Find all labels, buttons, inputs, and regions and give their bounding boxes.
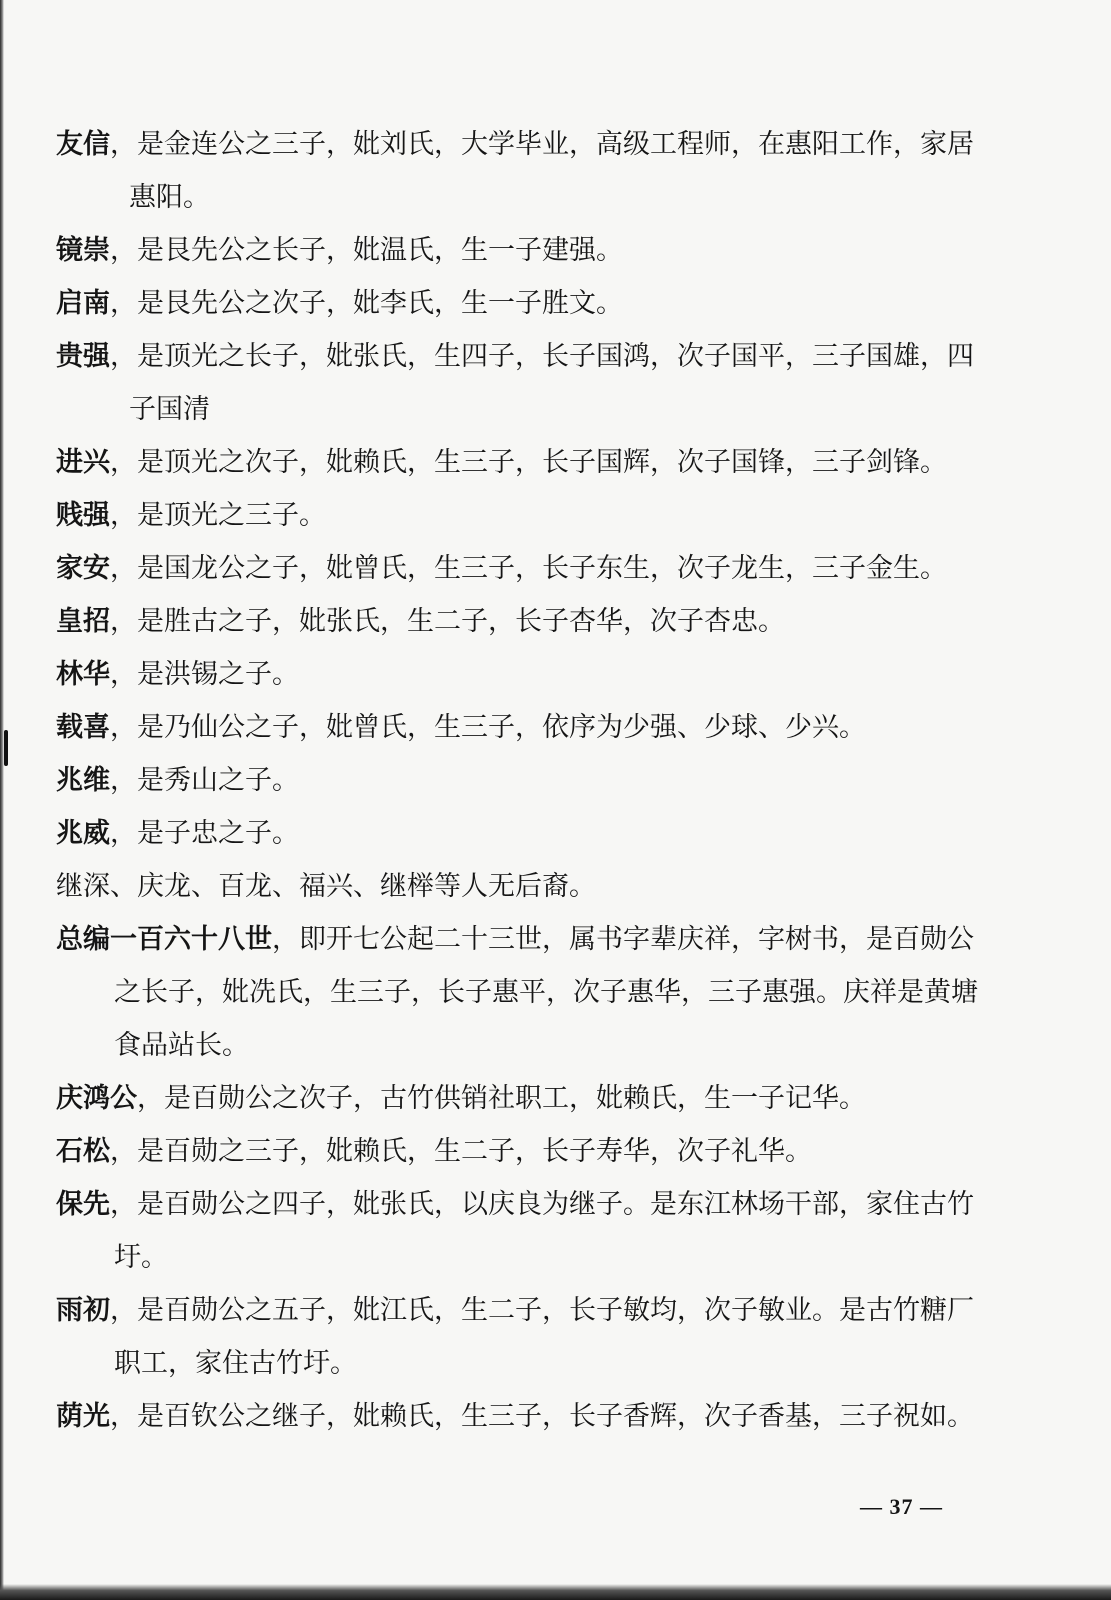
scan-binding-mark <box>4 730 8 766</box>
entry-name: 贵强 <box>56 341 110 372</box>
entry-15 <box>56 1072 996 1125</box>
scan-left-edge <box>0 0 4 1600</box>
entry-19 <box>56 1390 996 1443</box>
entry-text: ，是百勋之三子，妣赖氏，生二子，长子寿华，次子礼华。 <box>110 1136 812 1167</box>
entry-14 <box>56 913 996 1072</box>
entry-name: 兆威 <box>56 818 110 849</box>
entry-text: ，是胜古之子，妣张氏，生二子，长子杏华，次子杏忠。 <box>110 606 785 637</box>
entry-6 <box>56 489 996 542</box>
entry-1 <box>56 118 996 224</box>
entry-17 <box>56 1178 996 1284</box>
entry-16 <box>56 1125 996 1178</box>
entry-11 <box>56 754 996 807</box>
entry-name: 雨初 <box>56 1295 110 1326</box>
entry-name: 皇招 <box>56 606 110 637</box>
genealogy-text-body <box>56 118 996 1443</box>
entry-name: 石松 <box>56 1136 110 1167</box>
entry-7 <box>56 542 996 595</box>
entry-name: 保先 <box>56 1189 110 1220</box>
entry-text: ，是百勋公之次子，古竹供销社职工，妣赖氏，生一子记华。 <box>137 1083 866 1114</box>
entry-5 <box>56 436 996 489</box>
entry-name: 镜崇 <box>56 235 110 266</box>
entry-9 <box>56 648 996 701</box>
entry-text: ，是金连公之三子，妣刘氏，大学毕业，高级工程师，在惠阳工作，家居惠阳。 <box>110 129 974 213</box>
entry-text: ，是子忠之子。 <box>110 818 299 849</box>
entry-name: 启南 <box>56 288 110 319</box>
entry-text: ，是秀山之子。 <box>110 765 299 796</box>
entry-name: 贱强 <box>56 500 110 531</box>
entry-text: ，是百勋公之四子，妣张氏，以庆良为继子。是东江林场干部，家住古竹圩。 <box>110 1189 974 1273</box>
entry-name: 庆鸿公 <box>56 1083 137 1114</box>
entry-name: 友信 <box>56 129 110 160</box>
entry-text: ，是国龙公之子，妣曾氏，生三子，长子东生，次子龙生，三子金生。 <box>110 553 947 584</box>
entry-name: 家安 <box>56 553 110 584</box>
scan-bottom-edge <box>0 1584 1111 1600</box>
entry-text: ，是百勋公之五子，妣江氏，生二子，长子敏均，次子敏业。是古竹糖厂职工，家住古竹圩。 <box>110 1295 974 1379</box>
entry-name: 林华 <box>56 659 110 690</box>
entry-12 <box>56 807 996 860</box>
entry-3 <box>56 277 996 330</box>
entry-text: ，是艮先公之次子，妣李氏，生一子胜文。 <box>110 288 623 319</box>
entry-text: ，是百钦公之继子，妣赖氏，生三子，长子香辉，次子香基，三子祝如。 <box>110 1401 974 1432</box>
entry-name: 总编一百六十八世 <box>56 924 272 955</box>
entry-text: 继深、庆龙、百龙、福兴、继榉等人无后裔。 <box>56 871 596 902</box>
entry-2 <box>56 224 996 277</box>
entry-text: ，是艮先公之长子，妣温氏，生一子建强。 <box>110 235 623 266</box>
entry-name: 荫光 <box>56 1401 110 1432</box>
entry-4 <box>56 330 996 436</box>
entry-13 <box>56 860 996 913</box>
page-number: — 37 — <box>860 1494 943 1519</box>
entry-10 <box>56 701 996 754</box>
entry-text: ，是顶光之长子，妣张氏，生四子，长子国鸿，次子国平，三子国雄，四子国清 <box>110 341 974 425</box>
entry-text: ，是顶光之次子，妣赖氏，生三子，长子国辉，次子国锋，三子剑锋。 <box>110 447 947 478</box>
entry-name: 进兴 <box>56 447 110 478</box>
entry-text: ，是顶光之三子。 <box>110 500 326 531</box>
entry-text: ，即开七公起二十三世，属书字辈庆祥，字树书，是百勋公之长子，妣冼氏，生三子，长子惠平，次子惠华，三子惠强。庆祥是黄塘食品站长。 <box>114 924 978 1061</box>
entry-8 <box>56 595 996 648</box>
entry-text: ，是洪锡之子。 <box>110 659 299 690</box>
entry-name: 兆维 <box>56 765 110 796</box>
entry-text: ，是乃仙公之子，妣曾氏，生三子，依序为少强、少球、少兴。 <box>110 712 866 743</box>
entry-name: 载喜 <box>56 712 110 743</box>
entry-18 <box>56 1284 996 1390</box>
